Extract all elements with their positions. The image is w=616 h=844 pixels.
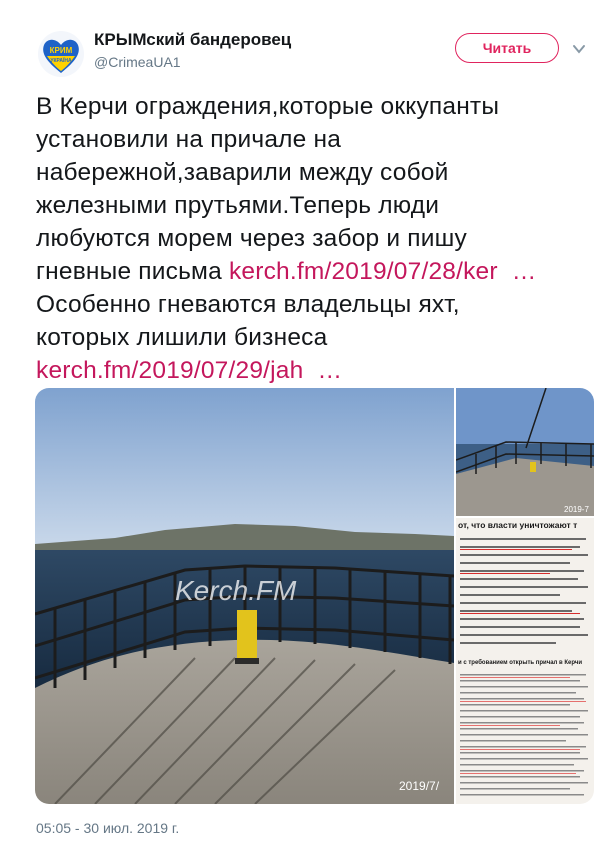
photo-document[interactable] bbox=[456, 518, 594, 804]
tweet-text bbox=[36, 90, 596, 387]
photo-pier-top[interactable] bbox=[456, 388, 594, 516]
tweet-line: В Керчи ограждения,которые оккупанты bbox=[36, 93, 500, 120]
tweet-line bbox=[36, 354, 596, 387]
tweet-line bbox=[36, 255, 596, 288]
crimea-heart-icon bbox=[38, 31, 84, 77]
tweet-line: набережной,заварили между собой bbox=[36, 159, 449, 186]
tweet-link-1-ellipsis[interactable]: … bbox=[511, 258, 537, 285]
avatar-text-bottom: УКРАЇНА bbox=[50, 58, 72, 64]
document-subheading: и с требованием открыть причал в Керчи bbox=[458, 660, 583, 666]
photo-watermark: Kerch.FM bbox=[175, 575, 297, 606]
chevron-down-icon[interactable] bbox=[572, 42, 586, 56]
avatar[interactable] bbox=[38, 31, 84, 77]
tweet-link-2-ellipsis[interactable]: … bbox=[317, 357, 343, 384]
tweet-line-text: гневные письма bbox=[36, 258, 229, 285]
tweet-link-2[interactable]: kerch.fm/2019/07/29/jah bbox=[36, 357, 304, 384]
tweet-line: Особенно гневаются владельцы яхт, bbox=[36, 291, 460, 318]
photo-top-stamp: 2019-7 bbox=[564, 505, 589, 514]
avatar-text-top: КРИМ bbox=[49, 46, 73, 55]
tweet-line: любуются морем через забор и пишу bbox=[36, 225, 467, 252]
author-handle[interactable]: @CrimeaUA1 bbox=[94, 54, 181, 70]
document-heading: от, что власти уничтожают т bbox=[458, 520, 578, 530]
tweet-link-1[interactable]: kerch.fm/2019/07/28/ker bbox=[228, 258, 498, 285]
photo-pier-fence[interactable] bbox=[35, 388, 454, 804]
media-grid bbox=[35, 388, 594, 804]
author-name[interactable]: КРЫМский бандеровец bbox=[94, 30, 292, 49]
tweet-line: которых лишили бизнеса bbox=[36, 324, 328, 351]
tweet-line: железными прутьями.Теперь люди bbox=[36, 192, 440, 219]
tweet-timestamp[interactable]: 05:05 - 30 июл. 2019 г. bbox=[36, 820, 180, 836]
follow-button[interactable]: Читать bbox=[455, 33, 559, 63]
tweet-line: установили на причале на bbox=[36, 126, 342, 153]
photo-stamp: 2019/7/ bbox=[399, 779, 440, 793]
